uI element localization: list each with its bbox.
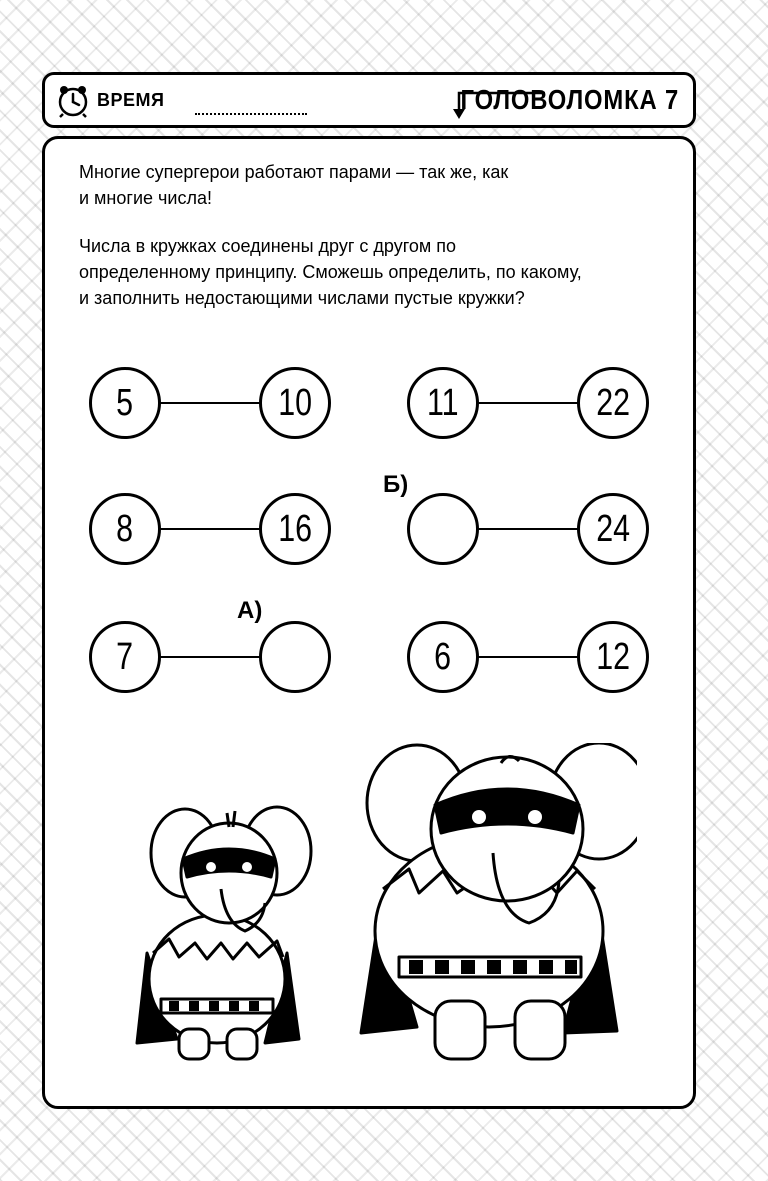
answer-circle-b[interactable] <box>407 493 479 565</box>
number-circle: 5 <box>89 367 161 439</box>
number-circle: 22 <box>577 367 649 439</box>
instructions-line: Числа в кружках соединены друг с другом по <box>79 236 457 256</box>
pair-connector <box>473 402 583 404</box>
pair-connector <box>155 528 265 530</box>
clock-icon <box>55 83 91 119</box>
number-circle: 11 <box>407 367 479 439</box>
instructions-text <box>79 233 679 311</box>
number-circle: 24 <box>577 493 649 565</box>
answer-label-b: Б) <box>383 471 409 498</box>
pair-connector <box>473 656 583 658</box>
number-circle: 12 <box>577 621 649 693</box>
pair-connector <box>473 528 583 530</box>
time-input-line[interactable] <box>195 113 307 115</box>
instructions-line: и заполнить недостающими числами пустые кружки? <box>79 288 525 308</box>
pair-connector <box>155 402 265 404</box>
number-circle: 8 <box>89 493 161 565</box>
time-label: ВРЕМЯ <box>97 90 165 110</box>
pair-connector <box>155 656 265 658</box>
intro-text <box>79 159 669 211</box>
intro-line: и многие числа! <box>79 188 212 208</box>
number-circle: 16 <box>259 493 331 565</box>
header-bar <box>42 72 696 128</box>
puzzle-panel <box>42 136 696 1109</box>
number-circle: 7 <box>89 621 161 693</box>
puzzle-title: ГОЛОВОЛОМКА 7 <box>460 84 679 115</box>
number-circle: 10 <box>259 367 331 439</box>
intro-line: Многие супергерои работают парами — так же, как <box>79 162 509 182</box>
instructions-line: определенному принципу. Сможешь определить, по какому, <box>79 262 582 282</box>
number-circle: 6 <box>407 621 479 693</box>
answer-label-a: А) <box>237 597 263 624</box>
answer-circle-a[interactable] <box>259 621 331 693</box>
elephant-superhero-illustration <box>117 743 637 1083</box>
